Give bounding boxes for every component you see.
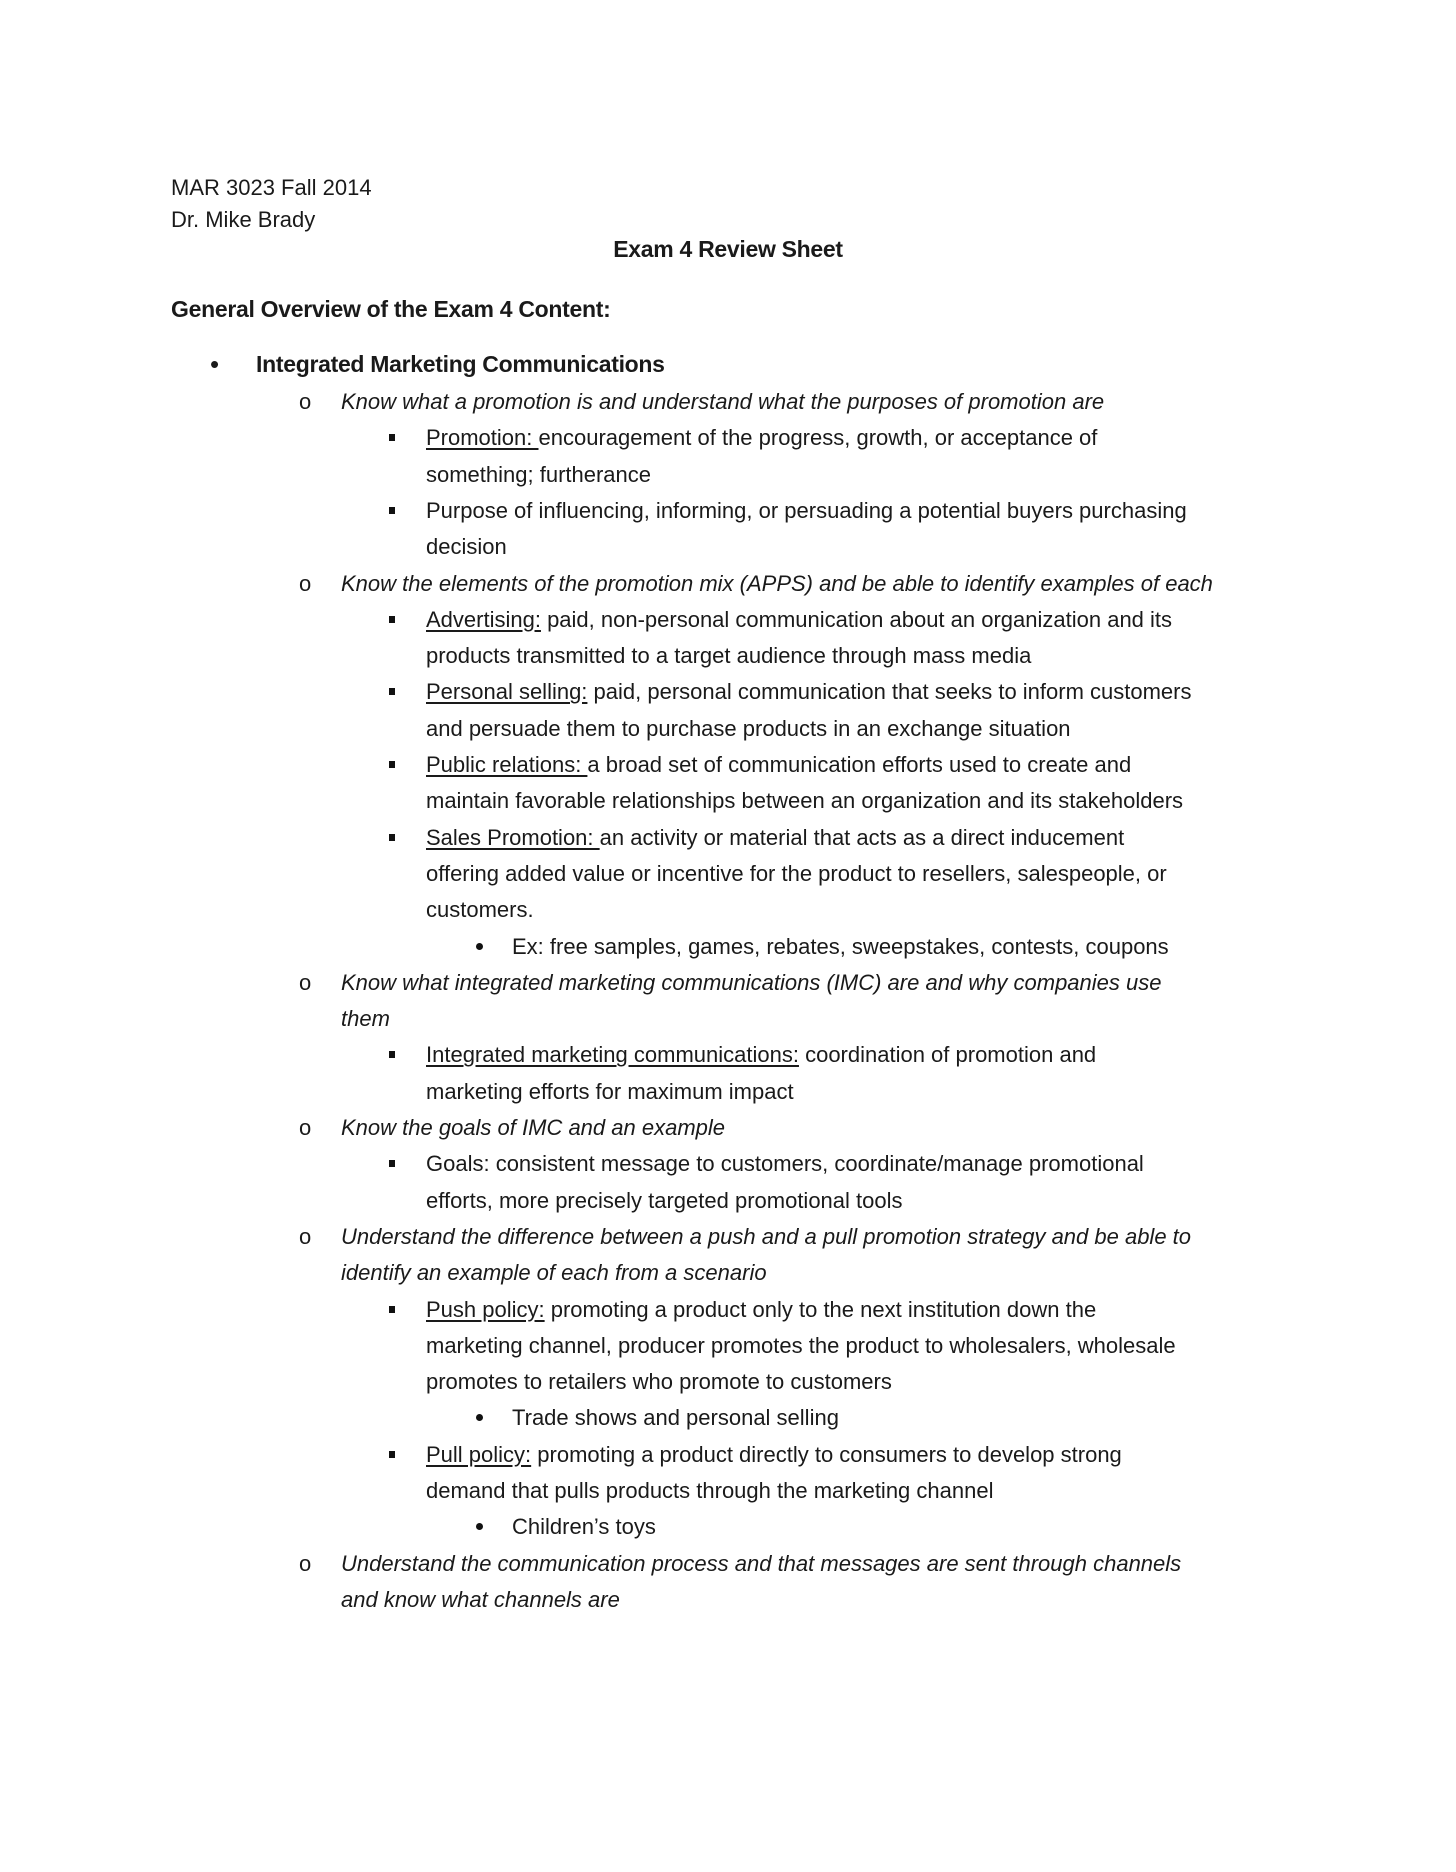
section-text: [341, 1219, 1191, 1292]
square-bullet-icon: [389, 834, 395, 841]
point-line: [426, 457, 1097, 493]
point-line-text: decision: [426, 534, 507, 560]
point-line: [426, 1364, 1176, 1400]
subpoint-text: Ex: free samples, games, rebates, sweepstakes, contests, coupons: [512, 933, 1169, 959]
point-line-text: an activity or material that acts as a direct inducement: [599, 824, 1125, 850]
point-line: [426, 747, 1183, 783]
circle-bullet-icon: o: [299, 570, 312, 596]
point-line: [426, 1183, 1144, 1219]
course-line: MAR 3023 Fall 2014: [171, 175, 372, 200]
point-term: Sales Promotion:: [426, 824, 600, 850]
point-line-text: Purpose of influencing, informing, or persuading a potential buyers purchasing: [426, 497, 1187, 523]
point-line: [426, 892, 1167, 928]
point-line-text: marketing efforts for maximum impact: [426, 1078, 794, 1104]
section-line: Know what integrated marketing communications (IMC) are and why companies use: [341, 969, 1162, 995]
point-line: [426, 674, 1192, 710]
point-term: Public relations:: [426, 752, 588, 777]
point-text: [426, 674, 1192, 747]
point-line: [426, 529, 1187, 565]
point-line-text: products transmitted to a target audience through mass media: [426, 643, 1032, 669]
point-line: [426, 820, 1167, 856]
dot-bullet-icon: [476, 1523, 483, 1530]
point-line-text: promotes to retailers who promote to customers: [426, 1369, 892, 1395]
section-text: [341, 965, 1162, 1038]
overview-heading: General Overview of the Exam 4 Content:: [171, 296, 611, 322]
point-line-text: marketing channel, producer promotes the product to wholesalers, wholesale: [426, 1332, 1176, 1358]
point-line: [426, 1473, 1122, 1509]
section-text: [341, 1546, 1181, 1619]
square-bullet-icon: [389, 434, 395, 441]
document-title: Exam 4 Review Sheet: [613, 236, 843, 262]
point-term: Integrated marketing communications:: [426, 1042, 799, 1068]
section-text: [341, 384, 1104, 420]
square-bullet-icon: [389, 688, 395, 695]
point-line: [426, 856, 1167, 892]
square-bullet-icon: [389, 761, 395, 768]
point-line-text: a broad set of communication efforts used to create and: [587, 752, 1132, 777]
point-line-text: paid, personal communication that seeks to inform customers: [587, 679, 1192, 705]
point-line-text: customers.: [426, 897, 534, 923]
topic-label: Integrated Marketing Communications: [256, 351, 665, 377]
square-bullet-icon: [389, 1451, 395, 1458]
section-line: Understand the communication process and that messages are sent through channels: [341, 1550, 1182, 1576]
section-line: Know the goals of IMC and an example: [341, 1115, 726, 1140]
point-line-text: promoting a product directly to consumers to develop strong: [531, 1441, 1122, 1467]
section-line: Know what a promotion is and understand what the purposes of promotion are: [341, 389, 1105, 414]
point-line: [426, 711, 1192, 747]
bullet-icon: •: [210, 349, 220, 379]
circle-bullet-icon: o: [299, 1115, 312, 1140]
square-bullet-icon: [389, 507, 395, 514]
point-term: Personal selling:: [426, 679, 588, 705]
square-bullet-icon: [389, 1306, 395, 1313]
point-term: Advertising:: [426, 606, 541, 632]
section-line: Understand the difference between a push and a pull promotion strategy and be able to: [341, 1223, 1192, 1249]
section-line: Know the elements of the promotion mix (APPS) and be able to identify examples of each: [341, 570, 1213, 596]
point-line-text: coordination of promotion and: [798, 1042, 1097, 1068]
point-line: [426, 638, 1172, 674]
point-line-text: Goals: consistent message to customers, coordinate/manage promotional: [426, 1151, 1144, 1177]
point-line: [426, 1074, 1096, 1110]
square-bullet-icon: [389, 1051, 395, 1058]
point-text: [426, 1037, 1096, 1110]
point-line: [426, 1328, 1176, 1364]
point-line-text: efforts, more precisely targeted promotional tools: [426, 1187, 903, 1213]
point-line: [426, 783, 1183, 819]
point-line-text: paid, non-personal communication about an organization and its: [540, 606, 1173, 632]
square-bullet-icon: [389, 1160, 395, 1167]
point-text: [426, 820, 1167, 929]
point-line-text: something; furtherance: [426, 461, 652, 487]
section-text: [341, 566, 1213, 602]
point-line-text: demand that pulls products through the marketing channel: [426, 1477, 994, 1503]
instructor-line: Dr. Mike Brady: [171, 207, 316, 232]
circle-bullet-icon: o: [299, 1550, 312, 1576]
point-text: [426, 602, 1172, 675]
point-text: [426, 1146, 1144, 1219]
circle-bullet-icon: o: [299, 969, 312, 995]
point-line: [426, 602, 1172, 638]
point-text: [426, 747, 1183, 820]
point-line: [426, 420, 1097, 456]
point-text: [426, 1292, 1176, 1401]
section-line: identify an example of each from a scenario: [341, 1260, 767, 1286]
point-term: Pull policy:: [426, 1441, 532, 1467]
point-line: [426, 1292, 1176, 1328]
point-text: [426, 420, 1097, 493]
point-line: [426, 493, 1187, 529]
section-text: [341, 1110, 725, 1146]
section-line: and know what channels are: [341, 1586, 620, 1612]
point-term: Push policy:: [426, 1296, 545, 1322]
section-line: them: [341, 1006, 390, 1032]
point-line: [426, 1037, 1096, 1073]
point-line: [426, 1146, 1144, 1182]
circle-bullet-icon: o: [299, 1223, 312, 1249]
point-line-text: maintain favorable relationships between an organization and its stakeholders: [426, 788, 1184, 814]
point-term: Promotion:: [426, 425, 539, 451]
dot-bullet-icon: [476, 1414, 483, 1421]
point-line-text: offering added value or incentive for the product to resellers, salespeople, or: [426, 860, 1167, 886]
point-line-text: and persuade them to purchase products in an exchange situation: [426, 715, 1071, 741]
square-bullet-icon: [389, 616, 395, 623]
point-line-text: promoting a product only to the next institution down the: [544, 1296, 1097, 1322]
subpoint-text: Children’s toys: [512, 1514, 656, 1540]
dot-bullet-icon: [476, 943, 483, 950]
point-text: [426, 1437, 1122, 1510]
point-line-text: encouragement of the progress, growth, or acceptance of: [538, 425, 1098, 451]
point-line: [426, 1437, 1122, 1473]
circle-bullet-icon: o: [299, 389, 312, 414]
point-text: [426, 493, 1187, 566]
subpoint-text: Trade shows and personal selling: [512, 1405, 839, 1431]
